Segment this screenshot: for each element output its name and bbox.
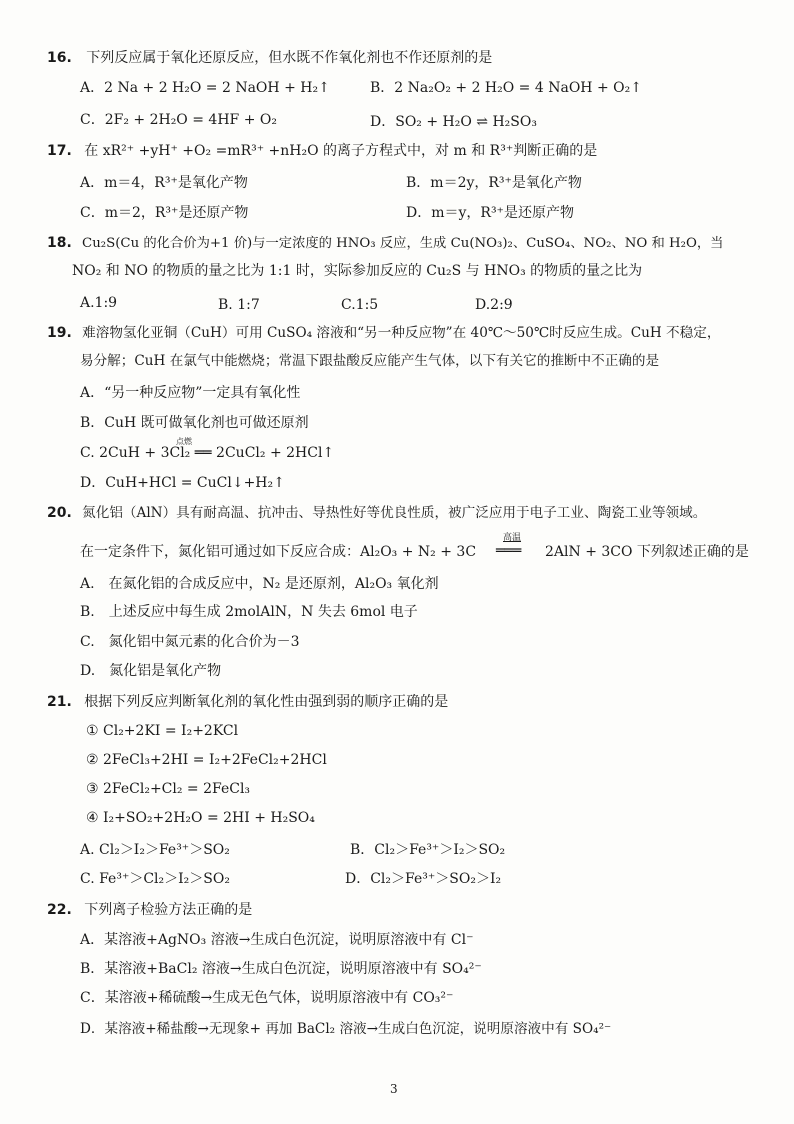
q19-option-b: B．CuH 既可做氧化剂也可做还原剂	[80, 415, 309, 431]
question-number: 21.	[47, 694, 72, 710]
q18-option-c: C.1:5	[341, 297, 379, 313]
q17-option-b: B．m＝2y，R³⁺是氧化产物	[406, 175, 582, 191]
q17-option-c: C．m＝2，R³⁺是还原产物	[80, 205, 249, 221]
q17-option-d: D．m＝y，R³⁺是还原产物	[406, 205, 574, 221]
q20-reaction-condition: 高温	[503, 533, 522, 543]
q18-option-b: B. 1:7	[218, 297, 260, 313]
question-20-stem-cont-a: 在一定条件下，氮化铝可通过如下反应合成：Al₂O₃ + N₂ + 3C	[80, 544, 477, 560]
q22-option-b: B．某溶液+BaCl₂ 溶液→生成白色沉淀，说明原溶液中有 SO₄²⁻	[80, 961, 482, 977]
q16-option-d: D．SO₂ + H₂O ⇌ H₂SO₃	[370, 114, 537, 130]
q21-reaction-1: ① Cl₂+2KI = I₂+2KCl	[86, 723, 239, 739]
question-17-stem: 17. 在 xR²⁺ +yH⁺ +O₂ =mR³⁺ +nH₂O 的离子方程式中，对 m 和 R³⁺判断正确的是	[47, 143, 598, 159]
q19-option-c: C. 2CuH + 3Cl₂ ══ 2CuCl₂ + 2HCl↑	[80, 445, 335, 461]
question-number: 19.	[47, 325, 72, 341]
question-number: 16.	[47, 50, 72, 66]
q19-option-d: D．CuH+HCl = CuCl↓+H₂↑	[80, 475, 285, 491]
q16-option-c: C．2F₂ + 2H₂O = 4HF + O₂	[80, 112, 277, 128]
question-19-stem-cont: 易分解；CuH 在氯气中能燃烧；常温下跟盐酸反应能产生气体，以下有关它的推断中不正确的是	[80, 353, 660, 369]
question-20-stem: 20. 氮化铝（AlN）具有耐高温、抗冲击、导热性好等优良性质，被广泛应用于电子工业、陶瓷工业等领域。	[47, 505, 707, 521]
question-number: 18.	[47, 235, 72, 251]
question-19-stem: 19. 难溶物氢化亚铜（CuH）可用 CuSO₄ 溶液和“另一种反应物”在 40℃～50℃时反应生成。CuH 不稳定，	[47, 325, 721, 341]
q20-option-a: A. 在氮化铝的合成反应中，N₂ 是还原剂，Al₂O₃ 氧化剂	[80, 576, 439, 592]
q22-option-d: D．某溶液+稀盐酸→无现象+ 再加 BaCl₂ 溶液→生成白色沉淀，说明原溶液中有 SO₄²⁻	[80, 1021, 612, 1037]
q21-option-b: B．Cl₂＞Fe³⁺＞I₂＞SO₂	[350, 842, 506, 858]
q19-option-a: A．“另一种反应物”一定具有氧化性	[80, 385, 301, 401]
question-22-stem: 22. 下列离子检验方法正确的是	[47, 902, 253, 918]
question-number: 22.	[47, 902, 72, 918]
question-21-stem: 21. 根据下列反应判断氧化剂的氧化性由强到弱的顺序正确的是	[47, 694, 449, 710]
q16-option-a: A．2 Na + 2 H₂O = 2 NaOH + H₂↑	[80, 80, 330, 96]
q20-option-b: B. 上述反应中每生成 2molAlN，N 失去 6mol 电子	[80, 604, 418, 620]
q22-option-a: A．某溶液+AgNO₃ 溶液→生成白色沉淀，说明原溶液中有 Cl⁻	[80, 932, 474, 948]
q20-reaction-arrow: ═══	[496, 543, 522, 559]
question-20-stem-cont-b: 2AlN + 3CO 下列叙述正确的是	[545, 544, 749, 560]
q21-reaction-2: ② 2FeCl₃+2HI = I₂+2FeCl₂+2HCl	[86, 752, 327, 768]
q21-reaction-3: ③ 2FeCl₂+Cl₂ = 2FeCl₃	[86, 781, 251, 797]
q20-option-c: C. 氮化铝中氮元素的化合价为－3	[80, 634, 300, 650]
q21-option-c: C. Fe³⁺＞Cl₂＞I₂＞SO₂	[80, 871, 230, 887]
question-18-stem-cont: NO₂ 和 NO 的物质的量之比为 1:1 时，实际参加反应的 Cu₂S 与 HNO₃ 的物质的量之比为	[72, 263, 643, 279]
q16-option-b: B．2 Na₂O₂ + 2 H₂O = 4 NaOH + O₂↑	[370, 80, 642, 96]
q22-option-c: C．某溶液+稀硫酸→生成无色气体，说明原溶液中有 CO₃²⁻	[80, 990, 454, 1006]
q20-option-d: D. 氮化铝是氧化产物	[80, 663, 222, 679]
q21-option-a: A. Cl₂＞I₂＞Fe³⁺＞SO₂	[80, 842, 230, 858]
q21-reaction-4: ④ I₂+SO₂+2H₂O = 2HI + H₂SO₄	[86, 810, 315, 826]
q19-reaction-condition: 点燃	[176, 437, 192, 446]
q17-option-a: A．m＝4，R³⁺是氧化产物	[80, 175, 248, 191]
question-number: 20.	[47, 505, 72, 521]
question-16-stem: 16. 下列反应属于氧化还原反应，但水既不作氧化剂也不作还原剂的是	[47, 50, 493, 66]
question-number: 17.	[47, 143, 72, 159]
page-number: 3	[390, 1082, 398, 1096]
q18-option-d: D.2:9	[475, 297, 513, 313]
question-18-stem: 18. Cu₂S(Cu 的化合价为+1 价)与一定浓度的 HNO₃ 反应，生成 Cu(NO₃)₂、CuSO₄、NO₂、NO 和 H₂O，当	[47, 235, 724, 251]
q18-option-a: A.1:9	[80, 295, 118, 311]
q21-option-d: D．Cl₂＞Fe³⁺＞SO₂＞I₂	[345, 871, 502, 887]
